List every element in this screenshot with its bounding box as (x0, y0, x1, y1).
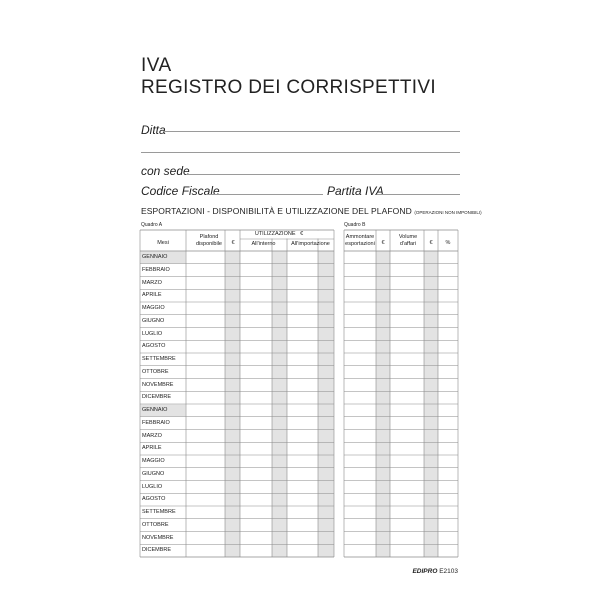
brand-logo: EDIPRO (412, 568, 438, 575)
header-percent: % (445, 240, 451, 246)
month-label: OTTOBRE (142, 368, 169, 375)
month-label: SETTEMBRE (142, 356, 176, 362)
codice-fiscale-label: Codice Fiscale (141, 184, 220, 198)
month-label: DICEMBRE (142, 547, 172, 554)
month-label: GIUGNO (142, 470, 165, 477)
header-importazione: All'importazione (291, 241, 330, 247)
page-subtitle: REGISTRO DEI CORRISPETTIVI (141, 77, 436, 98)
header-plafond: Plafond disponibile (196, 234, 222, 247)
header-utilizzazione (240, 231, 318, 238)
month-label: LUGLIO (142, 330, 163, 337)
section-note: (OPERAZIONI NON IMPONIBILI) (414, 210, 482, 215)
month-label: GIUGNO (142, 317, 165, 324)
month-label: AGOSTO (142, 496, 166, 503)
header-mesi: Mesi (157, 240, 169, 246)
ditta-label: Ditta (141, 123, 166, 137)
month-label: NOVEMBRE (142, 534, 174, 541)
quadro-b-label: Quadro B (344, 222, 366, 228)
month-label: MAGGIO (142, 305, 165, 311)
month-label: APRILE (142, 292, 162, 299)
header-euro-b1: € (381, 240, 385, 246)
header-volume: Volume d'affari (398, 234, 418, 247)
section-title-text: ESPORTAZIONI - DISPONIBILITÀ E UTILIZZAZIONE DEL PLAFOND (141, 206, 412, 216)
month-label: NOVEMBRE (142, 381, 174, 388)
month-label: LUGLIO (142, 483, 163, 490)
month-label: MARZO (142, 432, 162, 439)
month-label: GENNAIO (142, 254, 168, 260)
page-title: IVA (141, 55, 172, 76)
month-label: MAGGIO (142, 458, 165, 464)
month-label: GENNAIO (142, 407, 168, 413)
header-utilizzazione-label: UTILIZZAZIONE (254, 231, 296, 237)
header-utilizzazione-euro: € (300, 231, 304, 237)
month-label: APRILE (142, 445, 162, 452)
header-interno: All'interno (251, 241, 276, 247)
product-code: E2103 (439, 568, 458, 575)
month-label: AGOSTO (142, 343, 166, 350)
month-label: DICEMBRE (142, 394, 172, 401)
header-euro-a: € (231, 240, 235, 246)
month-label: OTTOBRE (142, 521, 169, 528)
month-label: SETTEMBRE (142, 509, 176, 515)
quadro-a-label: Quadro A (141, 222, 163, 228)
header-ammontare: Ammontare esportazioni (345, 234, 375, 247)
partita-iva-label: Partita IVA (327, 184, 384, 198)
con-sede-label: con sede (141, 164, 190, 178)
month-label: MARZO (142, 279, 162, 286)
month-label: FEBBRAIO (142, 266, 170, 273)
month-label: FEBBRAIO (142, 419, 170, 426)
header-euro-b2: € (429, 240, 433, 246)
footer (412, 568, 458, 575)
